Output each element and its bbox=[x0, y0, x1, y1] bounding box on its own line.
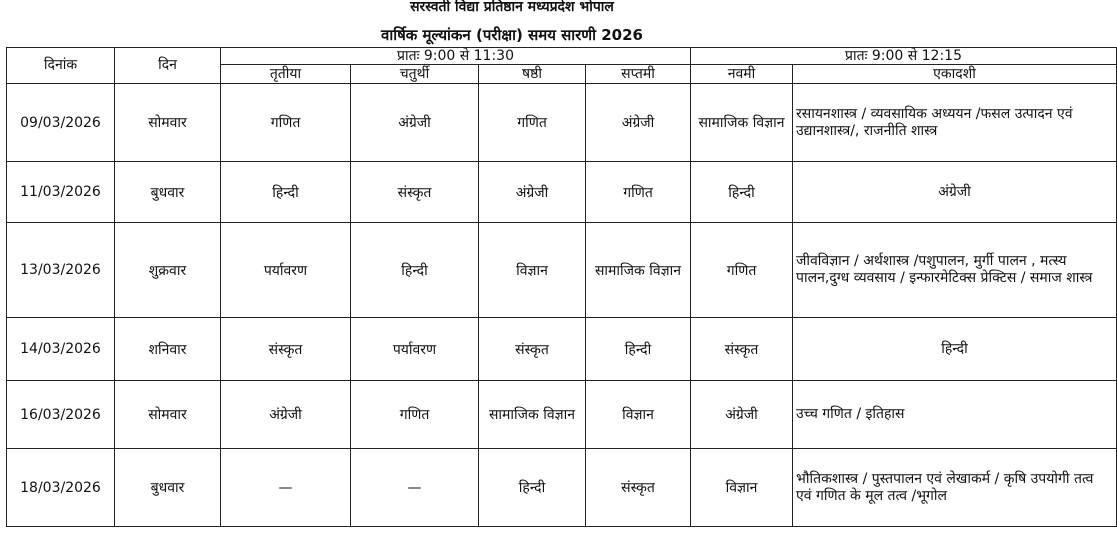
document-subtitle: वार्षिक मूल्यांकन (परीक्षा) समय सारणी 2026 bbox=[380, 26, 643, 44]
cell-date: 11/03/2026 bbox=[7, 162, 115, 223]
cell-subject: अंग्रेजी bbox=[351, 84, 479, 162]
cell-subject: संस्कृत bbox=[351, 162, 479, 223]
header-row-sessions bbox=[7, 48, 1117, 65]
table-row bbox=[7, 318, 1117, 381]
header-class-11: एकादशी bbox=[793, 65, 1117, 84]
cell-subject: अंग्रेजी bbox=[479, 162, 586, 223]
header-class-6: षष्ठी bbox=[479, 65, 586, 84]
cell-subject: अंग्रेजी bbox=[586, 84, 691, 162]
cell-day: बुधवार bbox=[115, 162, 221, 223]
header-date: दिनांक bbox=[7, 48, 115, 84]
header-day: दिन bbox=[115, 48, 221, 84]
header-class-7: सप्तमी bbox=[586, 65, 691, 84]
cell-subject: गणित bbox=[351, 381, 479, 449]
cell-date: 16/03/2026 bbox=[7, 381, 115, 449]
cell-subject: अंग्रेजी bbox=[691, 381, 793, 449]
header-class-3: तृतीया bbox=[221, 65, 351, 84]
cell-subject: हिन्दी bbox=[351, 223, 479, 318]
exam-timetable bbox=[6, 47, 1117, 527]
header-class-4: चतुर्थी bbox=[351, 65, 479, 84]
cell-subject: पर्यावरण bbox=[351, 318, 479, 381]
cell-subject: हिन्दी bbox=[793, 318, 1117, 381]
cell-subject: गणित bbox=[586, 162, 691, 223]
cell-subject: विज्ञान bbox=[691, 449, 793, 527]
table-row bbox=[7, 449, 1117, 527]
cell-subject: सामाजिक विज्ञान bbox=[586, 223, 691, 318]
cell-subject: गणित bbox=[479, 84, 586, 162]
cell-date: 14/03/2026 bbox=[7, 318, 115, 381]
cell-date: 09/03/2026 bbox=[7, 84, 115, 162]
cell-subject: हिन्दी bbox=[691, 162, 793, 223]
table-row bbox=[7, 381, 1117, 449]
cell-subject: अंग्रेजी bbox=[793, 162, 1117, 223]
cell-subject: हिन्दी bbox=[221, 162, 351, 223]
cell-subject: हिन्दी bbox=[479, 449, 586, 527]
cell-subject: — bbox=[351, 449, 479, 527]
cell-subject: उच्च गणित / इतिहास bbox=[793, 381, 1117, 449]
cell-day: बुधवार bbox=[115, 449, 221, 527]
cell-day: सोमवार bbox=[115, 84, 221, 162]
table-row bbox=[7, 84, 1117, 162]
header-session-2: प्रातः 9:00 से 12:15 bbox=[691, 48, 1117, 65]
document-title: सरस्वती विद्या प्रतिष्ठान मध्यप्रदेश भोपाल bbox=[410, 0, 614, 15]
cell-subject: रसायनशास्त्र / व्यवसायिक अध्ययन /फसल उत्पादन एवं उद्यानशास्त्र/, राजनीति शास्त्र bbox=[793, 84, 1117, 162]
cell-subject: हिन्दी bbox=[586, 318, 691, 381]
cell-subject: पर्यावरण bbox=[221, 223, 351, 318]
cell-subject: सामाजिक विज्ञान bbox=[691, 84, 793, 162]
cell-subject: विज्ञान bbox=[479, 223, 586, 318]
cell-day: शनिवार bbox=[115, 318, 221, 381]
cell-day: शुक्रवार bbox=[115, 223, 221, 318]
cell-subject: गणित bbox=[691, 223, 793, 318]
cell-date: 18/03/2026 bbox=[7, 449, 115, 527]
cell-subject: संस्कृत bbox=[221, 318, 351, 381]
cell-subject: गणित bbox=[221, 84, 351, 162]
cell-subject: — bbox=[221, 449, 351, 527]
table-row bbox=[7, 223, 1117, 318]
cell-subject: सामाजिक विज्ञान bbox=[479, 381, 586, 449]
header-class-9: नवमी bbox=[691, 65, 793, 84]
table-row bbox=[7, 162, 1117, 223]
cell-date: 13/03/2026 bbox=[7, 223, 115, 318]
cell-subject: जीवविज्ञान / अर्थशास्त्र /पशुपालन, मुर्गी पालन , मत्स्य पालन,दुग्ध व्यवसाय / इन्फारमेटिक्स प्रेक्टिस / समाज शास्त्र bbox=[793, 223, 1117, 318]
cell-subject: भौतिकशास्त्र / पुस्तपालन एवं लेखाकर्म / कृषि उपयोगी तत्व एवं गणित के मूल तत्व /भूगोल bbox=[793, 449, 1117, 527]
cell-subject: संस्कृत bbox=[479, 318, 586, 381]
cell-subject: विज्ञान bbox=[586, 381, 691, 449]
cell-subject: संस्कृत bbox=[691, 318, 793, 381]
header-session-1: प्रातः 9:00 से 11:30 bbox=[221, 48, 691, 65]
cell-subject: अंग्रेजी bbox=[221, 381, 351, 449]
cell-subject: संस्कृत bbox=[586, 449, 691, 527]
cell-day: सोमवार bbox=[115, 381, 221, 449]
